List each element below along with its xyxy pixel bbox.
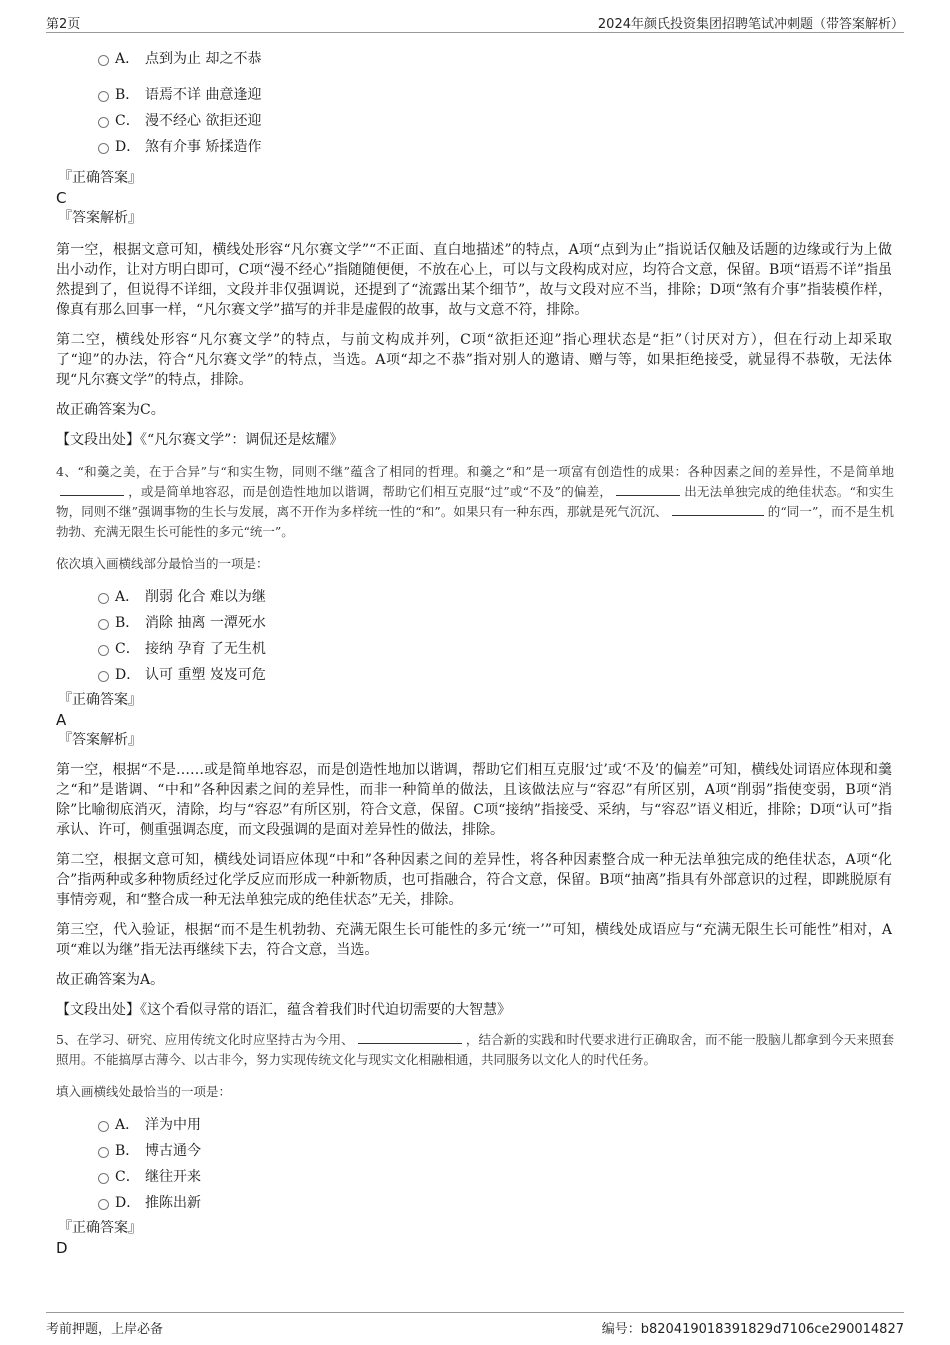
q3-analysis-label: 『答案解析』 (58, 210, 142, 226)
radio-icon[interactable] (98, 593, 109, 604)
q4-option-b[interactable] (56, 610, 896, 636)
option-letter: A． (115, 589, 140, 605)
q4-stem (56, 462, 894, 542)
q5-answer-label: 『正确答案』 (58, 1220, 142, 1236)
q4-stem-part: 4、“和羹之美，在于合异”与“和实生物，同则不继”蕴含了相同的哲理。和羹之“和”是一项富有创造性的成果：各种因素之间的差异性，不是简单地 (56, 464, 894, 479)
option-letter: A． (115, 1117, 140, 1133)
option-text: 煞有介事 矫揉造作 (145, 139, 262, 155)
page-footer (46, 1312, 904, 1339)
q5-stem (56, 1030, 894, 1070)
option-letter: C． (115, 1169, 140, 1185)
q3-option-c[interactable] (56, 108, 896, 134)
q3-answer-label: 『正确答案』 (58, 170, 142, 186)
q5-options (56, 1112, 896, 1216)
fill-blank (616, 483, 680, 496)
q5-stem-part: ，结合新的实践和时代要求进行正确取舍，而不能一股脑儿都拿到今天来照套照用。不能搞厚古薄今、以古非今，努力实现传统文化与现实文化相融相通，共同服务以文化人的时代任务。 (56, 1032, 894, 1067)
option-text: 削弱 化合 难以为继 (145, 589, 266, 605)
page-header (46, 10, 904, 33)
document-body (56, 46, 896, 1258)
q3-option-a[interactable] (56, 46, 896, 72)
q5-stem-part: 5、在学习、研究、应用传统文化时应坚持古为今用、 (56, 1032, 354, 1047)
radio-icon[interactable] (98, 1199, 109, 1210)
q5-option-a[interactable] (56, 1112, 896, 1138)
q4-stem-part: 出无法单独完成的绝佳状态。“和实生物，同则不继”强调事物的生长与发展，离不开作为多样统一性的“和”。如果只有一种东西，那就是死气沉沉、 (56, 484, 894, 519)
radio-icon[interactable] (98, 117, 109, 128)
q4-answer-label: 『正确答案』 (58, 692, 142, 708)
fill-blank (672, 503, 764, 516)
q4-option-d[interactable] (56, 662, 896, 688)
q3-analysis-1: 第一空，根据文意可知，横线处形容“凡尔赛文学”“不正面、直白地描述”的特点，A项“点到为止”指说话仅触及话题的边缘或行为上做出小动作，让对方明白即可，C项“漫不经心”指随随便便，不放在心上，可以与文段构成对应，均符合文意，保留。B项“语焉不详”指虽然提到了，但说得不详细，文段并非仅强调说，还提到了“流露出某个细节”，故与文段对应不当，排除；D项“煞有介事”指装模作样，像真有那么回事一样，“凡尔赛文学”描写的并非是虚假的故事，故与文意不符，排除。 (56, 242, 892, 318)
q3-analysis-2: 第二空，横线处形容“凡尔赛文学”的特点，与前文构成并列，C项“欲拒还迎”指心理状态是“拒”（讨厌对方），但在行动上却采取了“迎”的办法，符合“凡尔赛文学”的特点，当选。A项“却之不恭”指对别人的邀请、赠与等，如果拒绝接受，就显得不恭敬，无法体现“凡尔赛文学”的特点，排除。 (56, 332, 892, 388)
option-text: 漫不经心 欲拒还迎 (145, 113, 262, 129)
fill-blank (60, 483, 124, 496)
option-text: 洋为中用 (145, 1117, 201, 1133)
option-text: 消除 抽离 一潭死水 (145, 615, 266, 631)
option-text: 推陈出新 (145, 1195, 201, 1211)
radio-icon[interactable] (98, 55, 109, 66)
q5-option-c[interactable] (56, 1164, 896, 1190)
q4-analysis-1: 第一空，根据“不是……或是简单地容忍，而是创造性地加以谐调，帮助它们相互克服‘过’或‘不及’的偏差”可知，横线处词语应体现和羹之“和”是谐调、“中和”各种因素之间的差异性，而非一种简单的做法，且该做法应与“容忍”有所区别，A项“削弱”指使变弱，B项“消除”比喻彻底消灭，清除，均与“容忍”有所区别，符合文意，保留。C项“接纳”指接受、采纳，与“容忍”语义相近，排除；D项“认可”指承认、许可，侧重强调态度，而文段强调的是面对差异性的做法，排除。 (56, 762, 892, 838)
q3-analysis-3: 故正确答案为C。 (56, 402, 165, 418)
option-letter: B． (115, 87, 140, 103)
radio-icon[interactable] (98, 671, 109, 682)
option-letter: B． (115, 615, 140, 631)
radio-icon[interactable] (98, 619, 109, 630)
option-text: 认可 重塑 岌岌可危 (145, 667, 266, 683)
radio-icon[interactable] (98, 645, 109, 656)
q4-stem-part: 的“同一”，而不是生机勃勃、充满无限生长可能性的多元“统一”。 (56, 504, 894, 539)
q4-stem-part: ，或是简单地容忍，而是创造性地加以谐调，帮助它们相互克服“过”或“不及”的偏差， (128, 484, 613, 499)
radio-icon[interactable] (98, 91, 109, 102)
radio-icon[interactable] (98, 143, 109, 154)
q4-answer: A (56, 711, 67, 729)
q4-analysis-3: 第三空，代入验证，根据“而不是生机勃勃、充满无限生长可能性的多元‘统一’”可知，横线处成语应与“充满无限生长可能性”相对，A项“难以为继”指无法再继续下去，符合文意，当选。 (56, 922, 892, 958)
radio-icon[interactable] (98, 1147, 109, 1158)
option-letter: C． (115, 641, 140, 657)
q3-option-d[interactable] (56, 134, 896, 160)
q5-option-b[interactable] (56, 1138, 896, 1164)
q4-analysis-label: 『答案解析』 (58, 732, 142, 748)
option-text: 继往开来 (145, 1169, 201, 1185)
footer-slogan: 考前押题，上岸必备 (46, 1322, 164, 1337)
q5-option-d[interactable] (56, 1190, 896, 1216)
q3-option-b[interactable] (56, 82, 896, 108)
q4-analysis-2: 第二空，根据文意可知，横线处词语应体现“中和”各种因素之间的差异性，将各种因素整合成一种无法单独完成的绝佳状态，A项“化合”指两种或多种物质经过化学反应而形成一种新物质，也可指融合，符合文意，保留。B项“抽离”指具有外部意识的过程，即跳脱原有事情旁观，和“整合成一种无法单独完成的绝佳状态”无关，排除。 (56, 852, 892, 908)
option-text: 点到为止 却之不恭 (145, 51, 262, 67)
document-code: 编号：b820419018391829d7106ce290014827 (601, 1322, 904, 1337)
option-letter: D． (115, 139, 141, 155)
q3-options (56, 46, 896, 160)
option-text: 接纳 孕育 了无生机 (145, 641, 266, 657)
q4-option-a[interactable] (56, 584, 896, 610)
q4-instruction: 依次填入画横线部分最恰当的一项是： (56, 556, 269, 571)
q4-options (56, 584, 896, 688)
fill-blank (358, 1031, 462, 1044)
radio-icon[interactable] (98, 1121, 109, 1132)
option-text: 语焉不详 曲意逢迎 (145, 87, 262, 103)
q4-source: 【文段出处】《这个看似寻常的语汇，蕴含着我们时代迫切需要的大智慧》 (56, 1002, 511, 1018)
option-text: 博古通今 (145, 1143, 201, 1159)
document-title: 2024年颜氏投资集团招聘笔试冲刺题（带答案解析） (597, 17, 904, 32)
q5-answer: D (56, 1239, 68, 1257)
radio-icon[interactable] (98, 1173, 109, 1184)
q4-option-c[interactable] (56, 636, 896, 662)
option-letter: C． (115, 113, 140, 129)
option-letter: B． (115, 1143, 140, 1159)
option-letter: A． (115, 51, 140, 67)
q4-analysis-4: 故正确答案为A。 (56, 972, 165, 988)
option-letter: D． (115, 667, 141, 683)
q3-answer: C (56, 189, 67, 207)
q5-instruction: 填入画横线处最恰当的一项是： (56, 1084, 232, 1099)
page-number: 第2页 (46, 17, 81, 32)
option-letter: D． (115, 1195, 141, 1211)
q3-source: 【文段出处】《“凡尔赛文学”：调侃还是炫耀》 (56, 432, 344, 448)
